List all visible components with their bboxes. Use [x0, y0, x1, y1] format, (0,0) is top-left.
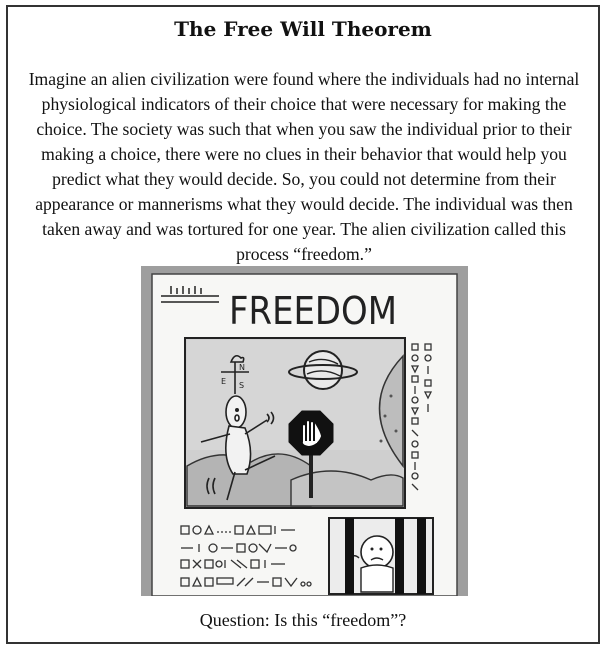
poster-headline: FREEDOM — [229, 289, 397, 333]
freedom-poster-illustration — [141, 266, 468, 596]
scene-panel — [185, 338, 405, 508]
compass-south: S — [239, 381, 245, 390]
compass-east: E — [221, 377, 227, 386]
jailed-figure-icon — [329, 518, 433, 594]
question-text: Question: Is this “freedom”? — [199, 610, 407, 630]
compass-north: N — [239, 363, 245, 372]
content-frame — [6, 5, 600, 644]
body-paragraph: Imagine an alien civilization were found where the individuals had no internal physiological indicators of their choice that were necessary for making the choice. The society was such that when you saw the individual prior to their making a choice, there were no clues in their behavior that would help you predict what they would decide. So, you could not determine from their appearance or mannerisms what they would decide. The individual was then taken away and was tortured for one year. The alien civilization called this process “freedom.” — [28, 69, 580, 264]
page-title: The Free Will Theorem — [174, 17, 432, 41]
